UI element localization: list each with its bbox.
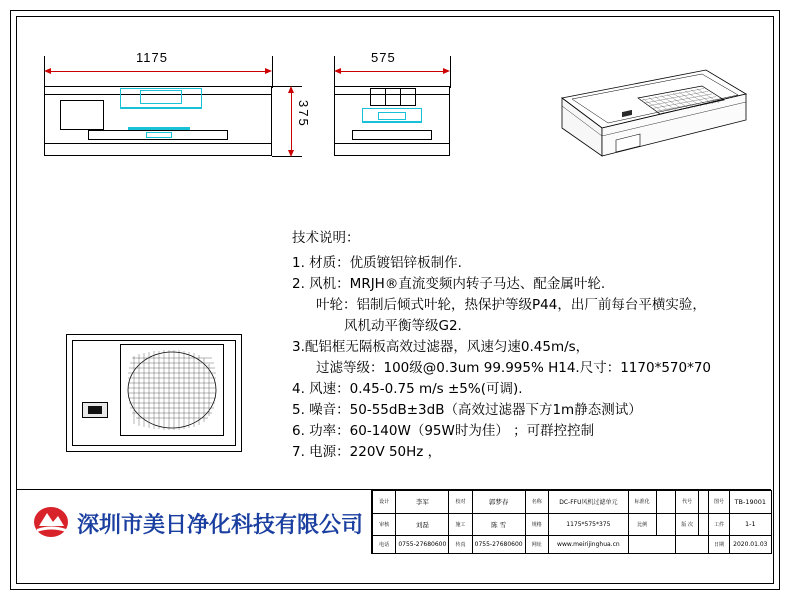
cell-value-spec: 1175*575*375: [548, 513, 628, 536]
cell-label-designer: 设计: [373, 491, 396, 514]
side-view-fan-box: [370, 88, 416, 106]
dim-arrow-down-375: [288, 150, 294, 157]
spec-line-9: 6. 功率：60-140W（95W时为佳） ；可群控控制: [292, 423, 595, 439]
bottom-view-display: [88, 406, 102, 414]
bottom-view-grille: [124, 348, 220, 432]
cell-label-drawing-no: 图号: [709, 491, 729, 514]
spec-line-1: 1. 材质：优质镀铝锌板制作.: [292, 255, 462, 271]
front-view-ext-right: [272, 56, 273, 88]
cell-value-version: [699, 513, 709, 536]
cell-value-drawing-no: TB-19001: [729, 491, 771, 514]
cell-value-scale: [656, 513, 676, 536]
cell-value-sheet: 1-1: [729, 513, 771, 536]
front-view-filter-seal: [128, 127, 190, 130]
spec-line-5: 3.配铝框无隔板高效过滤器，风速匀速0.45m/s，: [292, 339, 590, 355]
cell-value-designer: 李军: [396, 491, 449, 514]
cell-label-reviewer: 审核: [373, 513, 396, 536]
cell-value-code: [699, 491, 709, 514]
cell-label-checker: 校对: [449, 491, 472, 514]
front-view-ext-top: [272, 86, 302, 87]
cell-value-name: DC-FFU风机过滤单元: [548, 491, 628, 514]
dim-line-575: [336, 71, 448, 72]
cell-value-website: www.meirijinghua.cn: [548, 536, 628, 554]
dim-arrow-right-1175: [265, 68, 272, 74]
isometric-svg: [510, 58, 750, 178]
cell-label-code: 代号: [676, 491, 699, 514]
cell-value-standardization: [656, 491, 676, 514]
front-view-controller-box: [60, 100, 104, 130]
side-view-fan-div1: [385, 88, 386, 106]
spec-line-8: 5. 噪音：50-55dB±3dB（高效过滤器下方1m静态测试）: [292, 402, 642, 418]
dim-arrow-left-1175: [44, 68, 51, 74]
front-view-fan-inner: [140, 90, 182, 104]
spec-line-7: 4. 风速：0.45-0.75 m/s ±5%(可调).: [292, 381, 523, 397]
spec-line-10: 7. 电源：220V 50Hz ，: [292, 444, 442, 460]
spec-line-2: 2. 风机：MRJH®直流变频内转子马达、配金属叶轮.: [292, 276, 606, 292]
cell-label-fax: 传真: [449, 536, 472, 554]
side-view-filter-panel: [352, 130, 432, 140]
cell-label-standardization: 标准化: [628, 491, 656, 514]
side-view-bottom-line: [334, 143, 450, 144]
cell-value-fax: 0755-27680600: [472, 536, 525, 554]
cell-value-date: 2020.01.03: [729, 536, 771, 554]
cell-blank-1: [628, 536, 675, 554]
company-name: 深圳市美日净化科技有限公司: [77, 513, 364, 538]
cell-label-construction: 施工: [449, 513, 472, 536]
dim-label-575: 575: [371, 50, 396, 65]
company-area: [17, 490, 371, 554]
table-row: [373, 536, 772, 554]
dim-line-375: [291, 88, 292, 154]
title-block-grid: [372, 490, 772, 554]
technical-specifications: [292, 228, 762, 463]
cell-label-sheet: 工件: [709, 513, 729, 536]
cell-label-website: 网址: [525, 536, 548, 554]
spec-line-6: 过滤等级：100级@0.3um 99.995% H14.尺寸：1170*570*70: [316, 360, 712, 376]
dim-arrow-left-575: [334, 68, 341, 74]
spec-title: 技术说明：: [292, 230, 360, 246]
dim-label-1175: 1175: [136, 50, 168, 65]
side-view-cyan-line: [362, 122, 422, 123]
cell-blank-2: [676, 536, 709, 554]
title-block-table: [371, 490, 772, 554]
front-view-ext-bottom: [272, 156, 302, 157]
cell-label-scale: 比例: [628, 513, 656, 536]
dim-arrow-up-375: [288, 86, 294, 93]
cell-value-construction: 陈 雪: [472, 513, 525, 536]
front-view-filter-center: [146, 132, 172, 138]
side-view-fan-div2: [400, 88, 401, 106]
cell-value-phone: 0755-27680600: [396, 536, 449, 554]
dim-arrow-right-575: [443, 68, 450, 74]
cell-label-version: 版 次: [676, 513, 699, 536]
spec-line-4: 风机动平衡等级G2.: [344, 318, 462, 334]
cell-value-checker: 郭梦春: [472, 491, 525, 514]
company-logo-icon: [33, 506, 69, 538]
table-row: [373, 491, 772, 514]
cell-label-name: 名称: [525, 491, 548, 514]
cell-label-phone: 电话: [373, 536, 396, 554]
front-view-bottom-line: [44, 143, 272, 144]
side-view-ext-right: [450, 56, 451, 88]
spec-line-3: 叶轮：铝制后倾式叶轮，热保护等级P44，出厂前每台平横实验，: [316, 297, 706, 313]
cell-label-spec: 规格: [525, 513, 548, 536]
dim-label-375: 375: [296, 100, 311, 128]
side-view-cyan-inner: [378, 112, 406, 120]
table-row: [373, 513, 772, 536]
cell-label-date: 日期: [709, 536, 729, 554]
cell-value-reviewer: 刘磊: [396, 513, 449, 536]
front-view-fan-line: [120, 108, 202, 109]
title-block: [17, 489, 771, 554]
dim-line-1175: [46, 71, 270, 72]
